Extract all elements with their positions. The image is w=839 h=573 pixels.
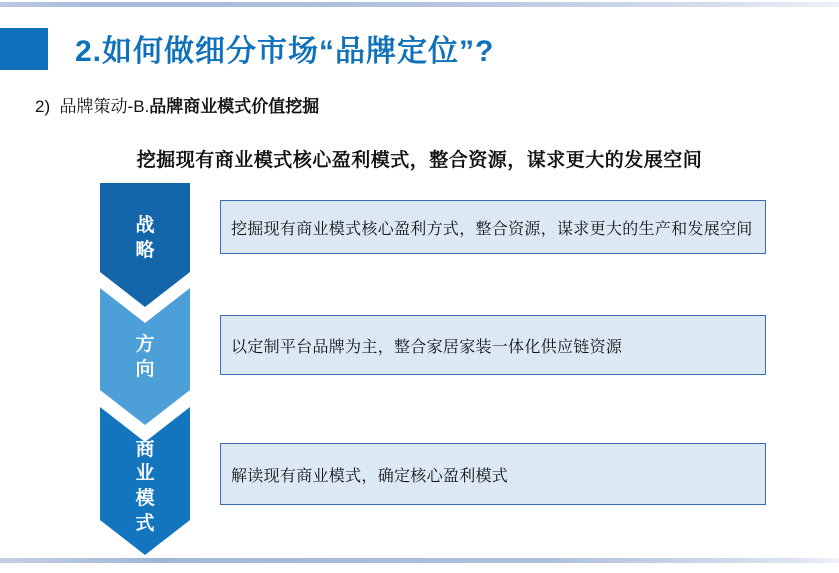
chevron-step-1-label: 战略 [135, 215, 155, 261]
title-accent-rect [0, 28, 48, 70]
bottom-divider [0, 558, 839, 563]
info-box-strategy [220, 200, 766, 254]
info-box-direction [220, 315, 766, 375]
subtitle [35, 92, 319, 117]
subtitle-prefix: 2) 品牌策动-B. [35, 97, 150, 116]
top-divider [0, 2, 839, 7]
chevron-step-3-label: 商业模式 [135, 438, 155, 534]
chevron-step-1 [100, 183, 190, 295]
chevron-step-2 [100, 300, 190, 416]
info-box-business-model [220, 443, 766, 505]
info-box-business-model-text: 解读现有商业模式，确定核心盈利模式 [231, 467, 509, 485]
chevron-step-3 [100, 417, 190, 557]
page-title: 2.如何做细分市场“品牌定位”? [75, 35, 495, 68]
info-box-direction-text: 以定制平台品牌为主，整合家居家装一体化供应链资源 [231, 338, 623, 356]
headline: 挖掘现有商业模式核心盈利模式，整合资源，谋求更大的发展空间 [136, 150, 703, 171]
chevron-step-2-label: 方向 [135, 334, 155, 380]
subtitle-emphasis: 品牌商业模式价值挖掘 [149, 97, 320, 116]
info-box-strategy-text: 挖掘现有商业模式核心盈利方式，整合资源，谋求更大的生产和发展空间 [231, 220, 753, 238]
